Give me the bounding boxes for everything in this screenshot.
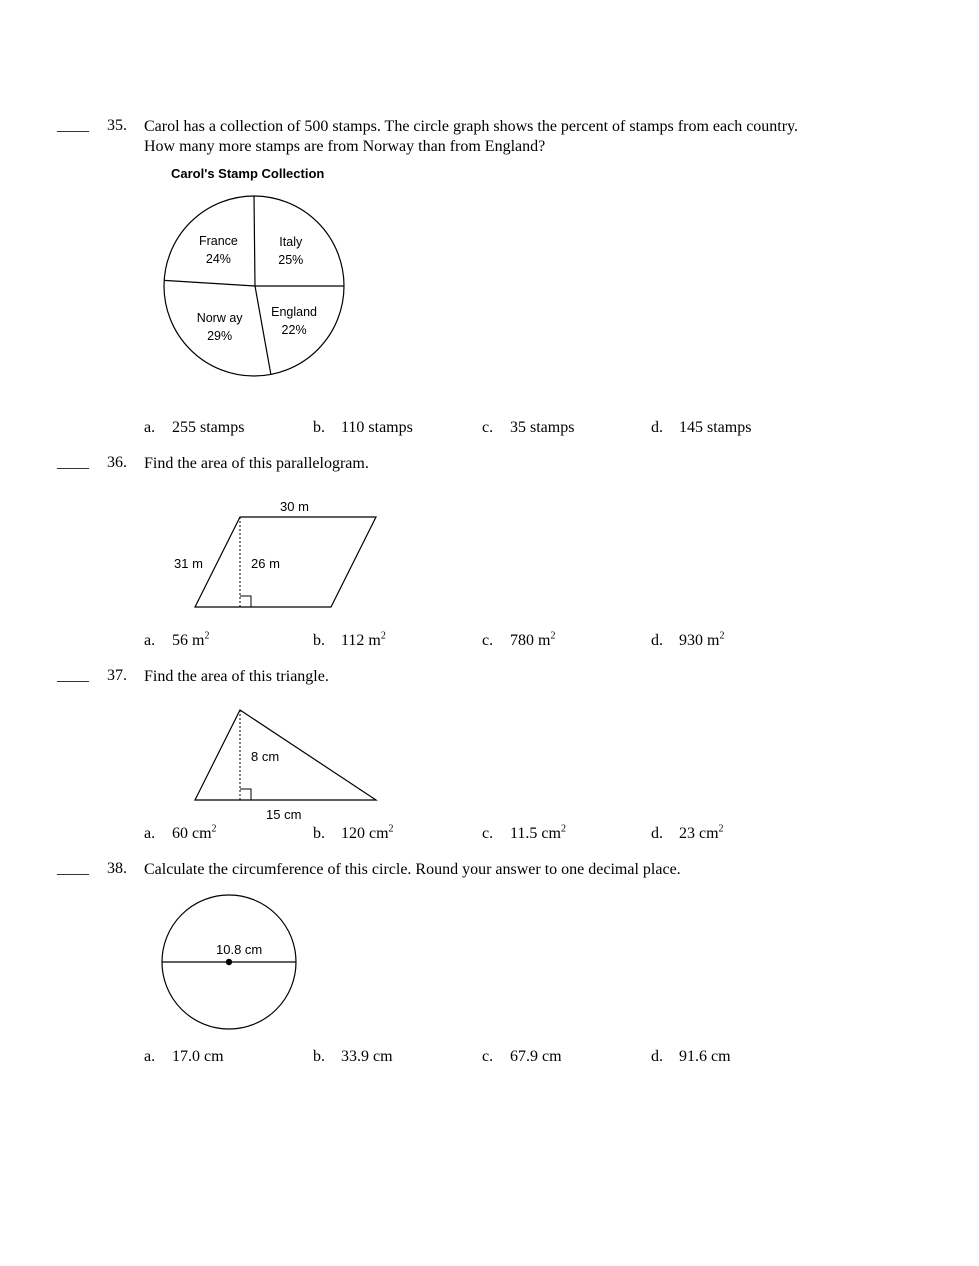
choice-letter: d. <box>651 419 663 436</box>
diameter-label: 10.8 cm <box>216 942 263 957</box>
value-text: 11.5 cm <box>510 825 561 842</box>
unit-exponent: 2 <box>719 630 725 642</box>
pie-slice-label: Italy <box>279 235 303 250</box>
choice-letter: d. <box>651 825 663 842</box>
choice-letter: a. <box>144 419 156 436</box>
question-number: 36. <box>107 454 127 471</box>
pie-slice-value: 24% <box>205 252 231 267</box>
unit-exponent: 2 <box>550 630 556 642</box>
question-number: 38. <box>107 860 127 877</box>
value-text: 780 m <box>510 632 551 649</box>
choice-letter: d. <box>651 632 663 649</box>
question-number: 37. <box>107 667 127 684</box>
pie-slice-label: England <box>271 305 318 320</box>
base-label: 15 cm <box>266 807 302 822</box>
value-text: 56 m <box>172 632 205 649</box>
choice-letter: c. <box>482 419 494 436</box>
value-text: 60 cm <box>172 825 212 842</box>
unit-exponent: 2 <box>718 823 724 835</box>
choice-letter: a. <box>144 1048 156 1065</box>
pie-slice-value: 25% <box>278 253 304 268</box>
slant-side-label: 31 m <box>174 556 203 571</box>
choice-value: 255 stamps <box>172 419 245 436</box>
choice-letter: a. <box>144 632 156 649</box>
unit-exponent: 2 <box>560 823 566 835</box>
choice-value: 110 stamps <box>341 419 413 436</box>
answer-blank[interactable]: ____ <box>57 860 89 877</box>
unit-exponent: 2 <box>380 630 386 642</box>
question-text-line-2: How many more stamps are from Norway than from England? <box>144 138 546 155</box>
pie-slice-label: France <box>198 234 238 249</box>
question-text: Find the area of this triangle. <box>144 668 329 685</box>
choice-value: 91.6 cm <box>679 1048 731 1065</box>
pie-slice-value: 29% <box>207 329 233 344</box>
question-text-line-1: Carol has a collection of 500 stamps. The circle graph shows the percent of stamps from each country. <box>144 118 799 135</box>
choices-38 <box>0 1048 979 1070</box>
choice-value: 35 stamps <box>510 419 575 436</box>
choice-letter: b. <box>313 825 325 842</box>
top-side-label: 30 m <box>280 499 309 514</box>
height-label: 8 cm <box>251 749 280 764</box>
question-text: Find the area of this parallelogram. <box>144 455 369 472</box>
question-text: Calculate the circumference of this circle. Round your answer to one decimal place. <box>144 861 681 878</box>
choice-letter: c. <box>482 632 494 649</box>
choice-value: 33.9 cm <box>341 1048 393 1065</box>
answer-blank[interactable]: ____ <box>57 454 89 471</box>
value-text: 930 m <box>679 632 720 649</box>
answer-blank[interactable]: ____ <box>57 117 89 134</box>
answer-blank[interactable]: ____ <box>57 667 89 684</box>
value-text: 23 cm <box>679 825 719 842</box>
choice-value: 17.0 cm <box>172 1048 224 1065</box>
question-number: 35. <box>107 117 127 134</box>
choice-letter: b. <box>313 419 325 436</box>
choice-letter: c. <box>482 1048 494 1065</box>
pie-slice-label: Norw ay <box>196 311 243 326</box>
choice-value: 145 stamps <box>679 419 752 436</box>
choice-letter: a. <box>144 825 156 842</box>
unit-exponent: 2 <box>211 823 217 835</box>
value-text: 120 cm <box>341 825 389 842</box>
choice-letter: b. <box>313 1048 325 1065</box>
choice-letter: d. <box>651 1048 663 1065</box>
center-point <box>226 959 232 965</box>
choice-value: 67.9 cm <box>510 1048 562 1065</box>
unit-exponent: 2 <box>388 823 394 835</box>
pie-slice-value: 22% <box>281 323 307 338</box>
chart-title: Carol's Stamp Collection <box>171 166 325 181</box>
value-text: 112 m <box>341 632 381 649</box>
choice-letter: c. <box>482 825 494 842</box>
height-label: 26 m <box>251 556 280 571</box>
choice-letter: b. <box>313 632 325 649</box>
unit-exponent: 2 <box>204 630 210 642</box>
